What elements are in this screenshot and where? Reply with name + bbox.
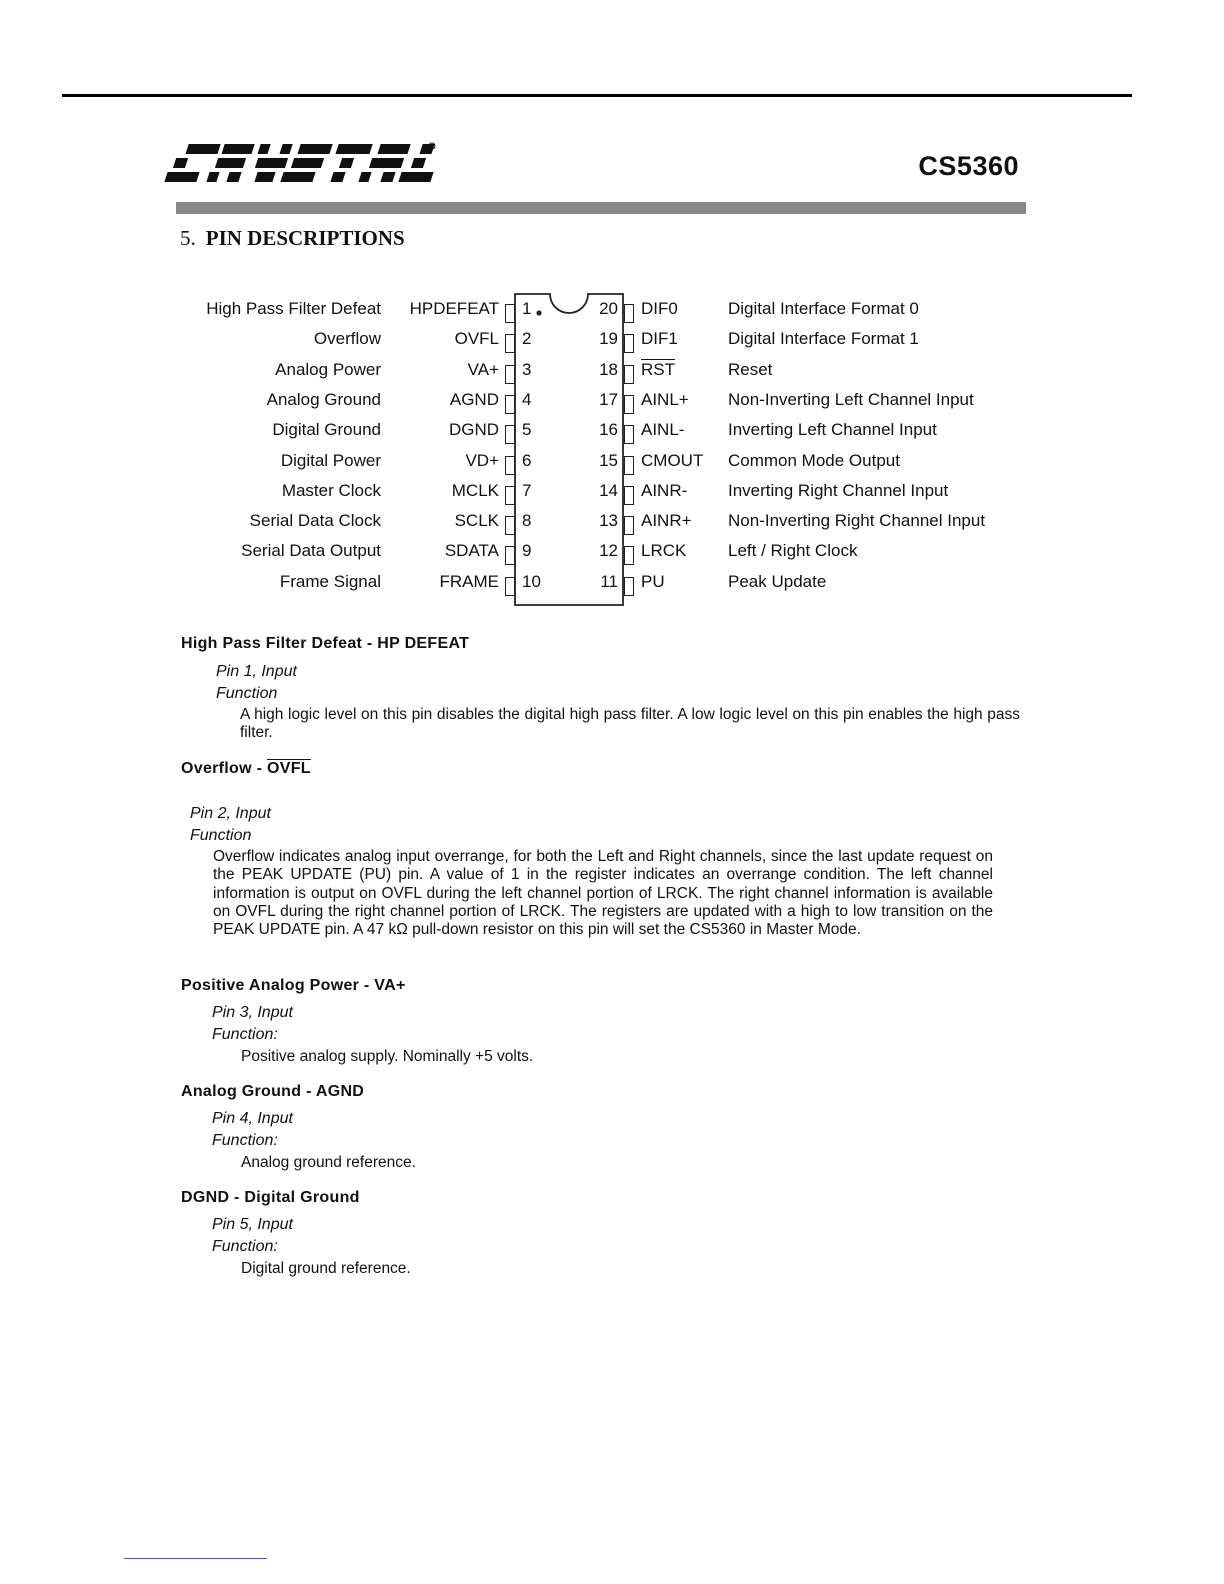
right-pin-name: CMOUT <box>641 450 704 470</box>
left-pin-number: 5 <box>522 420 532 440</box>
pin-info: Pin 3, Input <box>212 1004 293 1021</box>
pin-description-title <box>181 1083 364 1101</box>
function-label: Function: <box>212 1026 278 1043</box>
right-pin-number: 19 <box>599 329 618 349</box>
pin-lead <box>624 486 634 505</box>
function-text: Overflow indicates analog input overrange, for both the Left and Right channels, since the last update request on the PEAK UPDATE (PU) pin. A value of 1 in the register indicates an overrange condition. The left channel information is output on OVFL during the left channel portion of LRCK. The right channel information is available on OVFL during the right channel portion of LRCK. The registers are updated with a high to low transition on the PEAK UPDATE pin. A 47 kΩ pull-down resistor on this pin will set the CS5360 in Master Mode. <box>213 848 993 939</box>
left-pin-number: 9 <box>522 541 532 561</box>
function-label: Function: <box>212 1132 278 1149</box>
pin-row <box>0 417 1224 447</box>
pin-row <box>0 478 1224 508</box>
pin-row <box>0 326 1224 356</box>
function-text: Analog ground reference. <box>241 1154 416 1171</box>
pin-info: Pin 5, Input <box>212 1216 293 1233</box>
pin-description-title <box>181 977 406 995</box>
left-pin-number: 2 <box>522 329 532 349</box>
left-pin-number: 1 <box>522 299 532 318</box>
pin-lead <box>505 456 515 475</box>
left-pin-name: MCLK <box>451 480 499 500</box>
pin-description-title <box>181 1189 360 1207</box>
left-pin-description: Overflow <box>313 329 381 349</box>
left-pin-description: Digital Power <box>280 450 381 470</box>
pin-row <box>0 357 1224 387</box>
title-text: DGND - Digital Ground <box>181 1189 360 1206</box>
pin-lead <box>624 304 634 323</box>
right-pin-name: $\overline{RST}$ <box>641 359 675 379</box>
pin-lead <box>624 516 634 535</box>
header-bar <box>176 202 1026 214</box>
right-pin-description: Common Mode Output <box>728 450 900 470</box>
left-pin-description: High Pass Filter Defeat <box>206 299 381 318</box>
right-pin-number: 18 <box>599 359 618 379</box>
left-pin-description: Master Clock <box>281 480 381 500</box>
left-pin-description: Digital Ground <box>272 420 381 440</box>
right-pin-number: 12 <box>599 541 618 561</box>
pin-lead <box>624 425 634 444</box>
left-pin-description: Serial Data Output <box>241 541 381 561</box>
pin-lead <box>505 486 515 505</box>
right-pin-number: 11 <box>600 571 618 591</box>
pin-lead <box>505 304 515 323</box>
right-pin-name: AINR- <box>641 480 688 500</box>
left-pin-number: 7 <box>522 480 532 500</box>
left-pin-name: HPDEFEAT <box>409 299 499 318</box>
right-pin-description: Digital Interface Format 0 <box>728 299 919 318</box>
function-label: Function: <box>212 1238 278 1255</box>
pin-description-title <box>181 760 311 778</box>
right-pin-name: AINR+ <box>641 511 692 531</box>
left-pin-name: SCLK <box>454 511 499 531</box>
right-pin-description: Non-Inverting Left Channel Input <box>728 389 974 409</box>
right-pin-description: Inverting Left Channel Input <box>728 420 937 440</box>
right-pin-description: Inverting Right Channel Input <box>728 480 949 500</box>
title-text: High Pass Filter Defeat - HP DEFEAT <box>181 635 470 652</box>
right-pin-description: Digital Interface Format 1 <box>728 329 919 349</box>
left-pin-name: FRAME <box>439 571 499 591</box>
pin-info: Pin 1, Input <box>216 663 297 680</box>
left-pin-description: Frame Signal <box>279 571 381 591</box>
left-pin-description: Analog Power <box>275 359 381 379</box>
right-pin-name: PU <box>641 571 665 591</box>
function-label: Function <box>190 827 252 844</box>
right-pin-description: Non-Inverting Right Channel Input <box>728 511 986 531</box>
right-pin-number: 14 <box>599 480 618 500</box>
right-pin-description: Peak Update <box>728 571 827 591</box>
right-pin-number: 20 <box>599 299 618 318</box>
title-text: Analog Ground - AGND <box>181 1083 365 1100</box>
pin-lead <box>505 365 515 384</box>
pin-description-title <box>181 635 469 653</box>
pin-row <box>0 387 1224 417</box>
title-text: Overflow - <box>181 760 267 777</box>
svg-text:CRYSTAL: CRYSTAL <box>176 40 181 41</box>
pin-lead <box>624 334 634 353</box>
section-title <box>180 226 405 251</box>
left-pin-name: AGND <box>449 389 499 409</box>
footer-link-underline[interactable] <box>124 1558 267 1559</box>
pin-row <box>0 569 1224 599</box>
left-pin-number: 6 <box>522 450 532 470</box>
right-pin-name: AINL- <box>641 420 685 440</box>
function-label: Function <box>216 685 278 702</box>
part-number: CS5360 <box>918 151 1019 181</box>
left-pin-name: OVFL <box>454 329 499 349</box>
pin-lead <box>505 516 515 535</box>
pin-row <box>0 296 1224 326</box>
top-rule <box>62 94 1132 97</box>
pin-lead <box>624 365 634 384</box>
right-pin-number: 15 <box>599 450 618 470</box>
pin-row <box>0 448 1224 478</box>
left-pin-name: SDATA <box>444 541 499 561</box>
pin-lead <box>624 546 634 565</box>
right-pin-description: Left / Right Clock <box>728 541 858 561</box>
right-pin-name: DIF0 <box>641 299 678 318</box>
section-heading: PIN DESCRIPTIONS <box>205 226 405 250</box>
right-pin-name: DIF1 <box>641 329 678 349</box>
right-pin-name: AINL+ <box>641 389 689 409</box>
left-pin-name: VD+ <box>465 450 499 470</box>
crystal-logo <box>176 40 438 186</box>
pin-lead <box>505 395 515 414</box>
left-pin-number: 10 <box>522 571 541 591</box>
pin-lead <box>505 425 515 444</box>
pin-info: Pin 2, Input <box>190 805 271 822</box>
right-pin-number: 17 <box>599 389 618 409</box>
left-pin-number: 3 <box>522 359 532 379</box>
function-text: Digital ground reference. <box>241 1260 411 1277</box>
left-pin-name: VA+ <box>467 359 499 379</box>
function-text: Positive analog supply. Nominally +5 volts. <box>241 1048 534 1065</box>
title-signal-overline: OVFL <box>266 760 311 777</box>
left-pin-description: Analog Ground <box>266 389 381 409</box>
pin-row <box>0 538 1224 568</box>
title-text: Positive Analog Power - VA+ <box>181 977 406 994</box>
pin-lead <box>505 546 515 565</box>
pin-lead <box>505 334 515 353</box>
right-pin-name: LRCK <box>641 541 687 561</box>
right-pin-number: 13 <box>599 511 618 531</box>
pin-lead <box>624 456 634 475</box>
left-pin-number: 8 <box>522 511 532 531</box>
pin-lead <box>505 577 515 596</box>
pin-lead <box>624 395 634 414</box>
right-pin-number: 16 <box>599 420 618 440</box>
section-number: 5. <box>180 226 196 250</box>
pin-lead <box>624 577 634 596</box>
left-pin-description: Serial Data Clock <box>249 511 381 531</box>
function-text: A high logic level on this pin disables the digital high pass filter. A low logic level on this pin enables the high pass filter. <box>240 706 1020 742</box>
left-pin-name: DGND <box>448 420 499 440</box>
left-pin-number: 4 <box>522 389 532 409</box>
pin-info: Pin 4, Input <box>212 1110 293 1127</box>
right-pin-description: Reset <box>728 359 773 379</box>
pin-row <box>0 508 1224 538</box>
